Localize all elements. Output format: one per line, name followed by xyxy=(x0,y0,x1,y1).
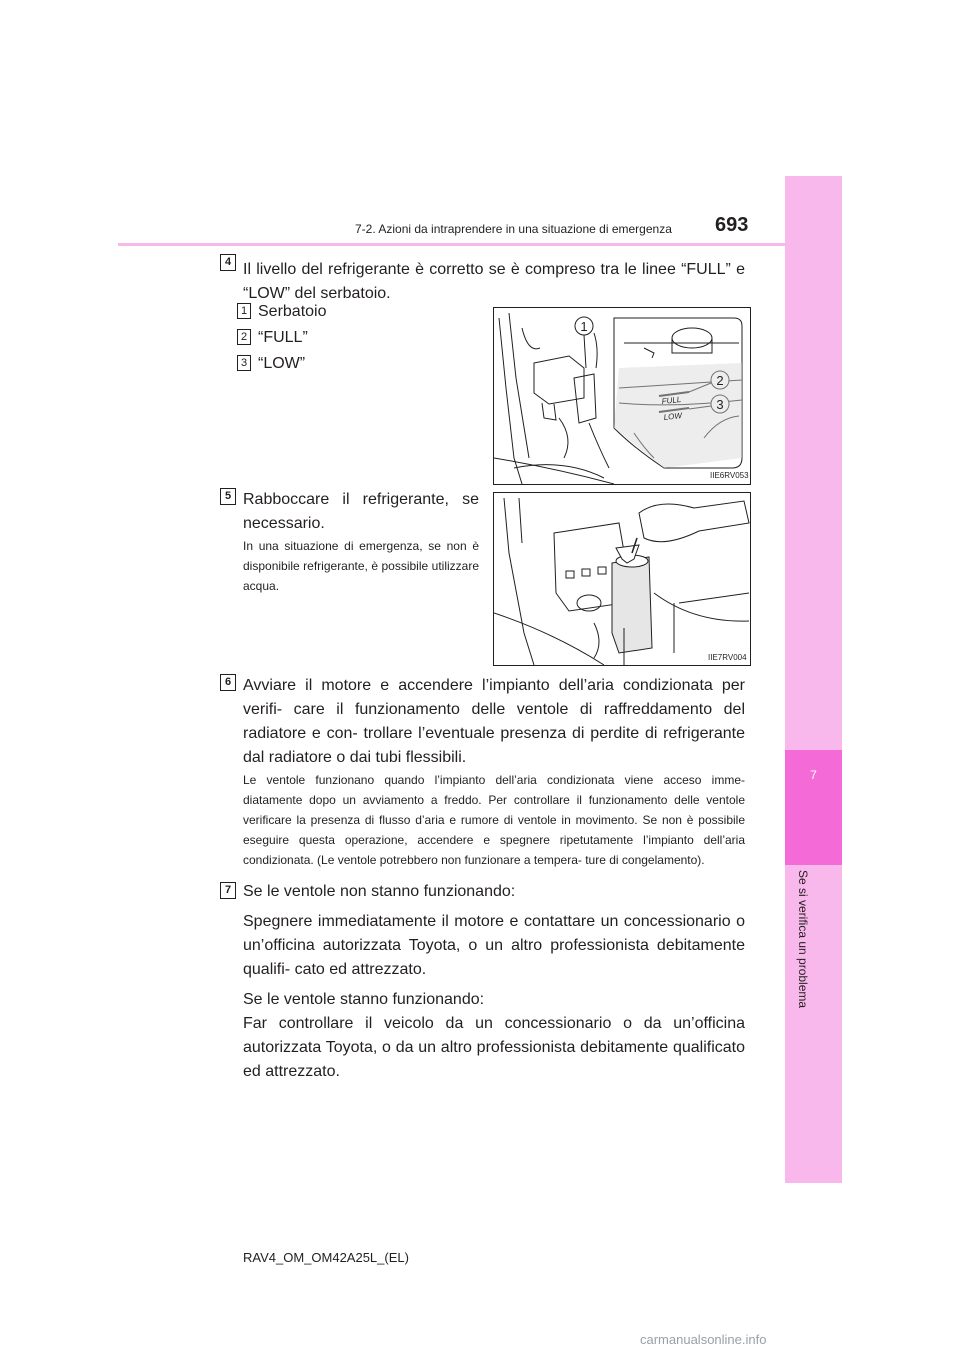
chapter-number: 7 xyxy=(810,768,817,782)
watermark: carmanualsonline.info xyxy=(640,1332,767,1347)
page-number: 693 xyxy=(715,214,749,236)
callout-2: 2 xyxy=(716,373,724,388)
legend-num-2: 2 xyxy=(237,329,251,345)
figure-code-2: IIE7RV004 xyxy=(708,653,747,662)
callout-1: 1 xyxy=(580,319,588,334)
step-7-text: Se le ventole non stanno funzionando: xyxy=(243,883,516,900)
callout-3: 3 xyxy=(716,397,724,412)
refill-coolant-figure xyxy=(493,492,751,666)
step-6-note: Le ventole funzionano quando l’impianto dell’aria condizionata viene acceso imme- diatamente dopo un avviamento a freddo. Per controllare il funzionamento delle ventole verificare la presenza di flusso d’aria e rumore di ventole in movimento. Se non è possibile eseguire questa operazione, accendere e spegnere ripetutamente l’impianto dell’aria condizionata. (Le ventole potrebbero non funzionare a tempera- ture di congelamento). xyxy=(243,773,745,867)
legend-label-3: “LOW” xyxy=(258,355,306,372)
step-number-5: 5 xyxy=(220,488,236,505)
legend-num-1: 1 xyxy=(237,303,251,319)
coolant-reservoir-figure xyxy=(493,307,751,485)
legend-label-1: Serbatoio xyxy=(258,303,327,320)
step-5-note: In una situazione di emergenza, se non è disponibile refrigerante, è possibile utilizzare acqua. xyxy=(243,539,479,593)
step-number-4: 4 xyxy=(220,254,236,271)
step-7-text-3a: Se le ventole stanno funzionando: xyxy=(243,991,485,1008)
step-4-text: Il livello del refrigerante è corretto se è compreso tra le linee “FULL” e “LOW” del serbatoio. xyxy=(243,261,745,302)
coolant-reservoir-illustration xyxy=(494,308,750,484)
header-rule xyxy=(118,243,785,246)
document-code: RAV4_OM_OM42A25L_(EL) xyxy=(243,1250,409,1265)
section-title: 7-2. Azioni da intraprendere in una situazione di emergenza xyxy=(355,222,672,236)
step-number-6: 6 xyxy=(220,674,236,691)
figure-code-1: IIE6RV053 xyxy=(710,471,749,480)
step-number-7: 7 xyxy=(220,882,236,899)
chapter-title: Se si verifica un problema xyxy=(796,870,810,1009)
low-mark-label: LOW xyxy=(663,411,683,422)
step-7-text-3b: Far controllare il veicolo da un concessionario o da un’officina autorizzata Toyota, o da un altro professionista debitamente qualificato ed attrezzato. xyxy=(243,1015,745,1080)
step-5-text: Rabboccare il refrigerante, se necessario. xyxy=(243,491,479,532)
step-6-text: Avviare il motore e accendere l’impianto dell’aria condizionata per verifi- care il funzionamento delle ventole di raffreddamento del radiatore e con- trollare l’eventuale presenza di perdite di refrigerante dal radiatore o dai tubi flessibili. xyxy=(243,677,745,766)
side-tab-band xyxy=(785,176,842,1183)
step-7-text-2: Spegnere immediatamente il motore e contattare un concessionario o un’officina autorizzata Toyota, o un altro professionista debitamente qualifi- cato ed attrezzato. xyxy=(243,913,745,978)
full-mark-label: FULL xyxy=(661,394,682,406)
refill-coolant-illustration xyxy=(494,493,750,665)
legend-label-2: “FULL” xyxy=(258,329,308,346)
legend-num-3: 3 xyxy=(237,355,251,371)
